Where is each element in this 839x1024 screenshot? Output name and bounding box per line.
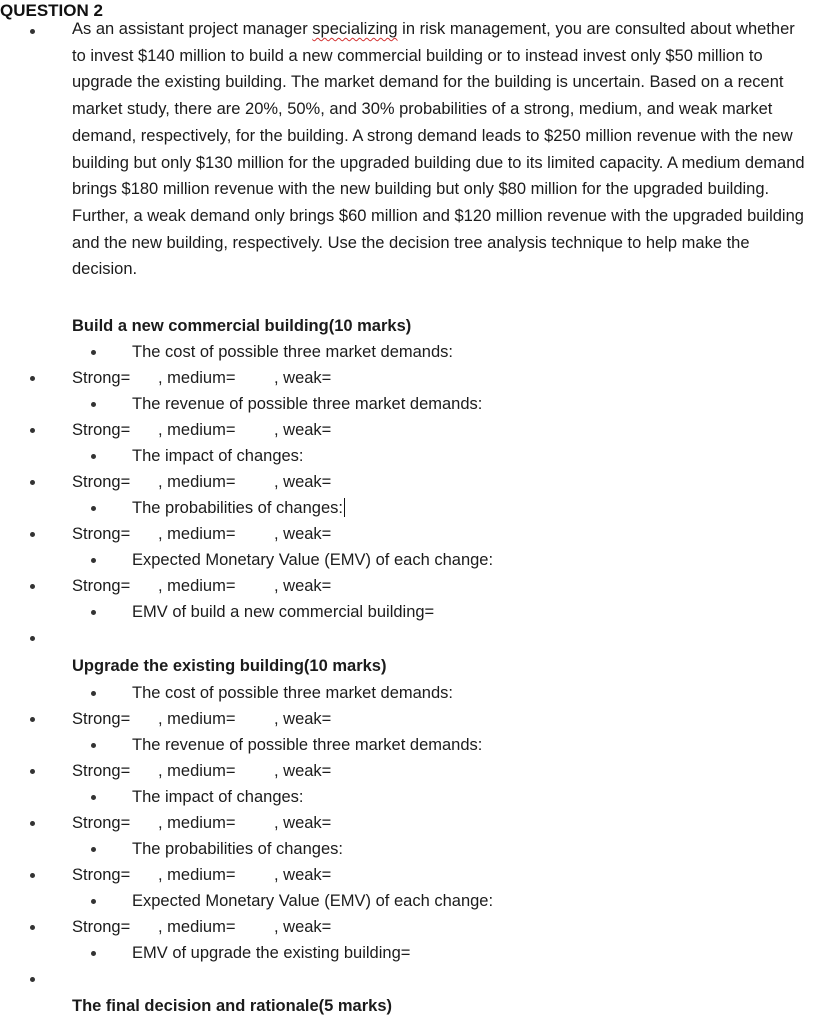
bullet-dot: [30, 717, 35, 722]
bullet-dot: [91, 847, 96, 852]
bullet-dot: [91, 795, 96, 800]
item-label: Expected Monetary Value (EMV) of each change:: [132, 551, 494, 569]
item-label: The cost of possible three market demands:: [132, 343, 453, 361]
item-label: The revenue of possible three market demands:: [132, 736, 483, 754]
item-label: Expected Monetary Value (EMV) of each change:: [132, 892, 494, 910]
answer-weak[interactable]: , weak=: [274, 369, 332, 387]
answer-medium[interactable]: , medium=: [158, 710, 236, 728]
bullet-dot: [91, 506, 96, 511]
answer-medium[interactable]: , medium=: [158, 421, 236, 439]
item-label: The impact of changes:: [132, 447, 304, 465]
paragraph-line: and the new building, respectively. Use the decision tree analysis technique to help make the: [72, 233, 750, 252]
item-label: The revenue of possible three market demands:: [132, 395, 483, 413]
emv-total-new-building[interactable]: EMV of build a new commercial building=: [132, 603, 435, 621]
item-label: The probabilities of changes:: [132, 499, 343, 517]
paragraph-line: As an assistant project manager specializing in risk management, you are consulted about whether: [72, 20, 795, 38]
answer-weak[interactable]: , weak=: [274, 577, 332, 595]
answer-weak[interactable]: , weak=: [274, 866, 332, 884]
paragraph-line: demand, respectively, for the building. A strong demand leads to $250 million revenue with the new: [72, 126, 793, 145]
bullet-dot: [30, 925, 35, 930]
paragraph-line: market study, there are 20%, 50%, and 30% probabilities of a strong, medium, and weak market: [72, 100, 773, 119]
item-label: The cost of possible three market demands:: [132, 684, 453, 702]
answer-weak[interactable]: , weak=: [274, 762, 332, 780]
answer-strong[interactable]: Strong=: [72, 918, 131, 936]
answer-weak[interactable]: , weak=: [274, 525, 332, 543]
bullet-dot: [30, 977, 35, 982]
answer-strong[interactable]: Strong=: [72, 421, 131, 439]
answer-strong[interactable]: Strong=: [72, 762, 131, 780]
bullet-dot: [30, 873, 35, 878]
bullet-dot: [30, 584, 35, 589]
paragraph-line: brings $180 million revenue with the new building but only $80 million for the upgraded building.: [72, 180, 770, 199]
bullet-dot: [91, 691, 96, 696]
item-label: The probabilities of changes:: [132, 840, 343, 858]
answer-medium[interactable]: , medium=: [158, 525, 236, 543]
section-heading-final-decision: The final decision and rationale(5 marks): [72, 997, 393, 1015]
answer-medium[interactable]: , medium=: [158, 369, 236, 387]
paragraph-line: to invest $140 million to build a new commercial building or to instead invest only $50 million to: [72, 46, 763, 65]
bullet-dot: [30, 29, 35, 34]
bullet-dot: [91, 454, 96, 459]
answer-medium[interactable]: , medium=: [158, 866, 236, 884]
bullet-dot: [91, 558, 96, 563]
section-heading-upgrade: Upgrade the existing building(10 marks): [72, 657, 387, 675]
answer-strong[interactable]: Strong=: [72, 369, 131, 387]
bullet-dot: [30, 376, 35, 381]
answer-medium[interactable]: , medium=: [158, 473, 236, 491]
bullet-dot: [30, 636, 35, 641]
answer-strong[interactable]: Strong=: [72, 814, 131, 832]
bullet-dot: [30, 532, 35, 537]
bullet-dot: [91, 610, 96, 615]
answer-medium[interactable]: , medium=: [158, 577, 236, 595]
answer-weak[interactable]: , weak=: [274, 421, 332, 439]
bullet-dot: [30, 769, 35, 774]
paragraph-line: Further, a weak demand only brings $60 million and $120 million revenue with the upgraded building: [72, 206, 804, 225]
text-cursor: [344, 498, 345, 517]
answer-medium[interactable]: , medium=: [158, 918, 236, 936]
answer-strong[interactable]: Strong=: [72, 473, 131, 491]
bullet-dot: [91, 743, 96, 748]
answer-weak[interactable]: , weak=: [274, 710, 332, 728]
section-heading-new-building: Build a new commercial building(10 marks): [72, 317, 412, 335]
answer-weak[interactable]: , weak=: [274, 473, 332, 491]
paragraph-line: building but only $130 million for the upgraded building due to its limited capacity. A medium demand: [72, 153, 805, 172]
answer-medium[interactable]: , medium=: [158, 814, 236, 832]
question-paragraph: [72, 16, 822, 283]
bullet-dot: [30, 428, 35, 433]
paragraph-line: upgrade the existing building. The market demand for the building is uncertain. Based on a recent: [72, 73, 784, 92]
answer-strong[interactable]: Strong=: [72, 525, 131, 543]
bullet-dot: [91, 899, 96, 904]
question-title: QUESTION 2: [0, 1, 103, 20]
answer-weak[interactable]: , weak=: [274, 918, 332, 936]
answer-strong[interactable]: Strong=: [72, 710, 131, 728]
answer-strong[interactable]: Strong=: [72, 577, 131, 595]
answer-strong[interactable]: Strong=: [72, 866, 131, 884]
answer-medium[interactable]: , medium=: [158, 762, 236, 780]
bullet-dot: [30, 480, 35, 485]
bullet-dot: [30, 821, 35, 826]
bullet-dot: [91, 951, 96, 956]
bullet-dot: [91, 350, 96, 355]
emv-total-upgrade[interactable]: EMV of upgrade the existing building=: [132, 944, 411, 962]
misspelled-word[interactable]: specializing: [312, 20, 398, 38]
answer-weak[interactable]: , weak=: [274, 814, 332, 832]
bullet-dot: [91, 402, 96, 407]
item-label: The impact of changes:: [132, 788, 304, 806]
paragraph-line: decision.: [72, 260, 138, 279]
